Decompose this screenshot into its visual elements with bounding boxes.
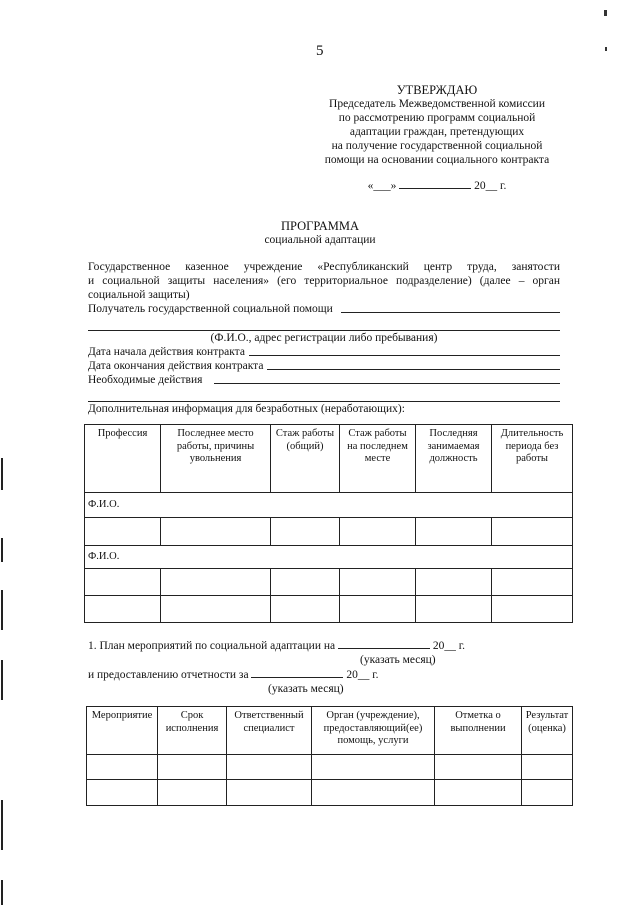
header-cell: Стаж работы на последнем месте	[340, 425, 416, 493]
cell[interactable]	[85, 518, 161, 546]
intro-paragraph	[88, 260, 560, 416]
table-row	[87, 780, 573, 806]
cell[interactable]	[271, 518, 340, 546]
scan-edge-mark	[1, 590, 3, 630]
approval-line: по рассмотрению программ социальной	[338, 112, 536, 124]
cell[interactable]	[340, 518, 416, 546]
scan-edge-mark	[1, 660, 3, 700]
cell[interactable]	[492, 518, 573, 546]
report-month-field[interactable]	[251, 667, 343, 678]
scan-edge-mark	[1, 800, 3, 850]
scan-dot	[605, 47, 607, 51]
cell[interactable]	[416, 569, 492, 596]
intro-line: и социальной защиты населения» (его территориальное подразделение) (далее – орган	[88, 275, 560, 287]
fio-label: Ф.И.О.	[85, 493, 573, 518]
header-cell: Отметка о выполнении	[435, 707, 522, 755]
recipient-row	[88, 302, 560, 316]
header-cell: Результат (оценка)	[522, 707, 573, 755]
cell[interactable]	[227, 780, 312, 806]
approval-line: на получение государственной социальной	[331, 140, 543, 152]
page-number: 5	[316, 43, 324, 59]
cell[interactable]	[87, 780, 158, 806]
plan-hint1: (указать месяц)	[360, 654, 436, 666]
cell[interactable]	[312, 755, 435, 780]
cell[interactable]	[271, 569, 340, 596]
plan-hint2: (указать месяц)	[268, 683, 344, 695]
header-cell: Мероприятие	[87, 707, 158, 755]
intro-line: социальной защиты)	[88, 289, 190, 301]
table-row	[85, 596, 573, 623]
cell[interactable]	[87, 755, 158, 780]
approval-block	[300, 83, 574, 193]
intro-line: Государственное казенное учреждение «Республиканский центр труда, занятости	[88, 261, 560, 273]
cell[interactable]	[435, 755, 522, 780]
table-row	[87, 755, 573, 780]
cell[interactable]	[85, 596, 161, 623]
cell[interactable]	[161, 518, 271, 546]
cell[interactable]	[271, 596, 340, 623]
header-cell: Орган (учреждение), предоставляющий(ее) помощь, услуги	[312, 707, 435, 755]
plan-line1: 1. План мероприятий по социальной адаптации на 20__ г.	[88, 640, 466, 652]
table-header-row	[87, 707, 573, 755]
header-cell: Профессия	[85, 425, 161, 493]
cell[interactable]	[340, 569, 416, 596]
approval-title: УТВЕРЖДАЮ	[396, 83, 478, 97]
cell[interactable]	[492, 569, 573, 596]
recipient-label: Получатель государственной социальной помощи	[88, 303, 333, 315]
fio-label: Ф.И.О.	[85, 546, 573, 569]
heading-title: ПРОГРАММА	[280, 219, 360, 233]
table-row	[85, 518, 573, 546]
table-header-row	[85, 425, 573, 493]
unemployed-table	[84, 424, 573, 623]
scan-dot	[604, 10, 607, 16]
start-date-row	[88, 345, 560, 359]
cell[interactable]	[161, 596, 271, 623]
header-cell: Длительность периода без работы	[492, 425, 573, 493]
cell[interactable]	[158, 755, 227, 780]
header-cell: Стаж работы (общий)	[271, 425, 340, 493]
cell[interactable]	[161, 569, 271, 596]
cell[interactable]	[340, 596, 416, 623]
end-date-label: Дата окончания действия контракта	[88, 360, 264, 372]
fio-row	[85, 546, 573, 569]
fio-row	[85, 493, 573, 518]
approval-date: «___» 20__ г.	[367, 180, 507, 192]
scan-edge-mark	[1, 538, 3, 562]
approval-line: Председатель Межведомственной комиссии	[329, 98, 545, 110]
cell[interactable]	[492, 596, 573, 623]
plan-month-field[interactable]	[338, 638, 430, 649]
end-date-field[interactable]	[267, 359, 560, 370]
scan-edge-mark	[1, 458, 3, 490]
plan-section	[88, 638, 568, 696]
cell[interactable]	[435, 780, 522, 806]
plan-line2: и предоставлению отчетности за 20__ г.	[88, 669, 379, 681]
cell[interactable]	[227, 755, 312, 780]
heading-subtitle: социальной адаптации	[264, 234, 376, 246]
unemployed-info-label: Дополнительная информация для безработных (неработающих):	[88, 403, 405, 415]
date-month-field[interactable]	[399, 178, 471, 189]
cell[interactable]	[312, 780, 435, 806]
activities-table	[86, 706, 573, 806]
table-row	[85, 569, 573, 596]
approval-line: помощи на основании социального контракта	[324, 154, 550, 166]
cell[interactable]	[158, 780, 227, 806]
cell[interactable]	[522, 780, 573, 806]
approval-line: адаптации граждан, претендующих	[349, 126, 525, 138]
scan-edge-mark	[1, 880, 3, 905]
header-cell: Ответственный специалист	[227, 707, 312, 755]
header-cell: Последнее место работы, причины увольнения	[161, 425, 271, 493]
end-date-row	[88, 359, 560, 373]
actions-field-line2[interactable]	[88, 387, 560, 402]
actions-row	[88, 373, 560, 387]
recipient-field[interactable]	[341, 302, 560, 313]
recipient-field-line2[interactable]	[88, 316, 560, 331]
start-date-label: Дата начала действия контракта	[88, 346, 245, 358]
program-heading	[220, 219, 420, 247]
cell[interactable]	[522, 755, 573, 780]
actions-field[interactable]	[214, 373, 560, 384]
recipient-hint: (Ф.И.О., адрес регистрации либо пребывания)	[210, 332, 438, 344]
header-cell: Последняя занимаемая должность	[416, 425, 492, 493]
start-date-field[interactable]	[249, 345, 560, 356]
cell[interactable]	[85, 569, 161, 596]
header-cell: Срок исполнения	[158, 707, 227, 755]
cell[interactable]	[416, 596, 492, 623]
actions-label: Необходимые действия	[88, 374, 203, 386]
cell[interactable]	[416, 518, 492, 546]
